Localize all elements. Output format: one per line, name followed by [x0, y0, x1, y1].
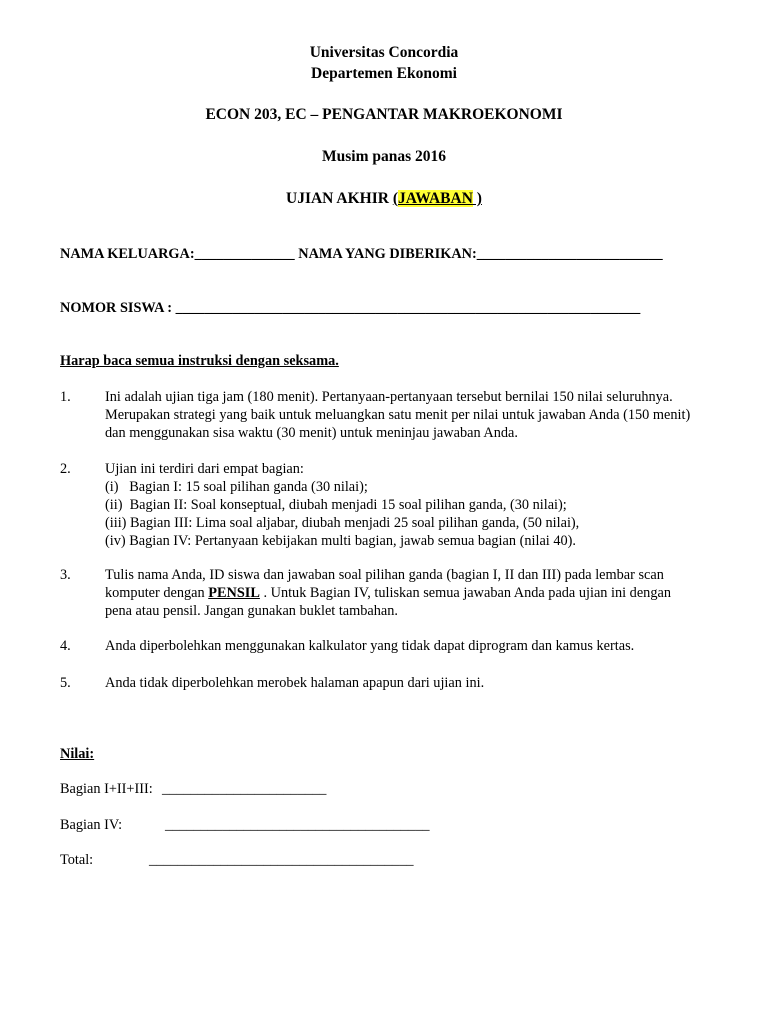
- instruction-subitem: (ii) Bagian II: Soal konseptual, diubah menjadi 15 soal pilihan ganda, (30 nilai);: [105, 497, 567, 513]
- instruction-line: dan menggunakan sisa waktu (30 menit) untuk meninjau jawaban Anda.: [105, 425, 518, 441]
- exam-term: Musim panas 2016: [321, 148, 447, 165]
- university-name: Universitas Concordia: [309, 44, 459, 61]
- instruction-subitem: (iii) Bagian III: Lima soal aljabar, diubah menjadi 25 soal pilihan ganda, (50 nilai),: [105, 515, 580, 531]
- score-label: Total:: [60, 852, 94, 868]
- scores-heading: Nilai:: [60, 746, 95, 762]
- instruction-number: 5.: [60, 675, 71, 691]
- score-label: Bagian IV:: [60, 817, 123, 833]
- instruction-line: pena atau pensil. Jangan gunakan buklet tambahan.: [105, 603, 398, 619]
- department-name: Departemen Ekonomi: [311, 65, 457, 82]
- instruction-line: Ini adalah ujian tiga jam (180 menit). Pertanyaan-pertanyaan tersebut bernilai 150 nilai seluruhnya.: [105, 389, 673, 405]
- score-blank: _____________________________________: [165, 817, 430, 833]
- score-label: Bagian I+II+III:: [60, 781, 153, 797]
- instruction-line: Tulis nama Anda, ID siswa dan jawaban soal pilihan ganda (bagian I, II dan III) pada lembar scan: [105, 567, 664, 583]
- exam-title-prefix: UJIAN AKHIR: [286, 190, 393, 207]
- exam-answer-close: ): [472, 190, 482, 207]
- instruction-subitem: (i) Bagian I: 15 soal pilihan ganda (30 nilai);: [105, 479, 368, 495]
- instruction-line: Merupakan strategi yang baik untuk meluangkan satu menit per nilai untuk jawaban Anda (150 menit): [105, 407, 691, 423]
- instruction-text: komputer dengan: [105, 585, 209, 601]
- instructions-heading: Harap baca semua instruksi dengan seksama.: [60, 353, 339, 369]
- instruction-subitem: (iv) Bagian IV: Pertanyaan kebijakan multi bagian, jawab semua bagian (nilai 40).: [105, 533, 576, 549]
- exam-answer-highlight: JAWABAN: [397, 190, 473, 207]
- exam-title: [0, 190, 768, 208]
- name-fields-line: NAMA KELUARGA:______________ NAMA YANG DIBERIKAN:__________________________: [60, 246, 663, 262]
- instruction-text: . Untuk Bagian IV, tuliskan semua jawaban Anda pada ujian ini dengan: [259, 585, 671, 601]
- pencil-emphasis: PENSIL: [208, 585, 260, 601]
- instruction-number: 3.: [60, 567, 71, 583]
- instruction-line: [105, 584, 671, 602]
- score-blank: _______________________: [162, 781, 327, 797]
- instruction-line: Ujian ini terdiri dari empat bagian:: [105, 461, 304, 477]
- student-number-field: [60, 299, 640, 317]
- exam-answer-open: (: [392, 190, 398, 207]
- course-title: ECON 203, EC – PENGANTAR MAKROEKONOMI: [205, 106, 563, 123]
- instruction-line: Anda tidak diperbolehkan merobek halaman apapun dari ujian ini.: [105, 675, 485, 691]
- score-blank: _____________________________________: [149, 852, 414, 868]
- instruction-number: 1.: [60, 389, 71, 405]
- instruction-number: 4.: [60, 638, 71, 654]
- student-number-blank: _________________________________________________________________: [175, 300, 641, 316]
- instruction-number: 2.: [60, 461, 71, 477]
- student-number-label: NOMOR SISWA :: [60, 300, 176, 316]
- instruction-line: Anda diperbolehkan menggunakan kalkulator yang tidak dapat diprogram dan kamus kertas.: [105, 638, 635, 654]
